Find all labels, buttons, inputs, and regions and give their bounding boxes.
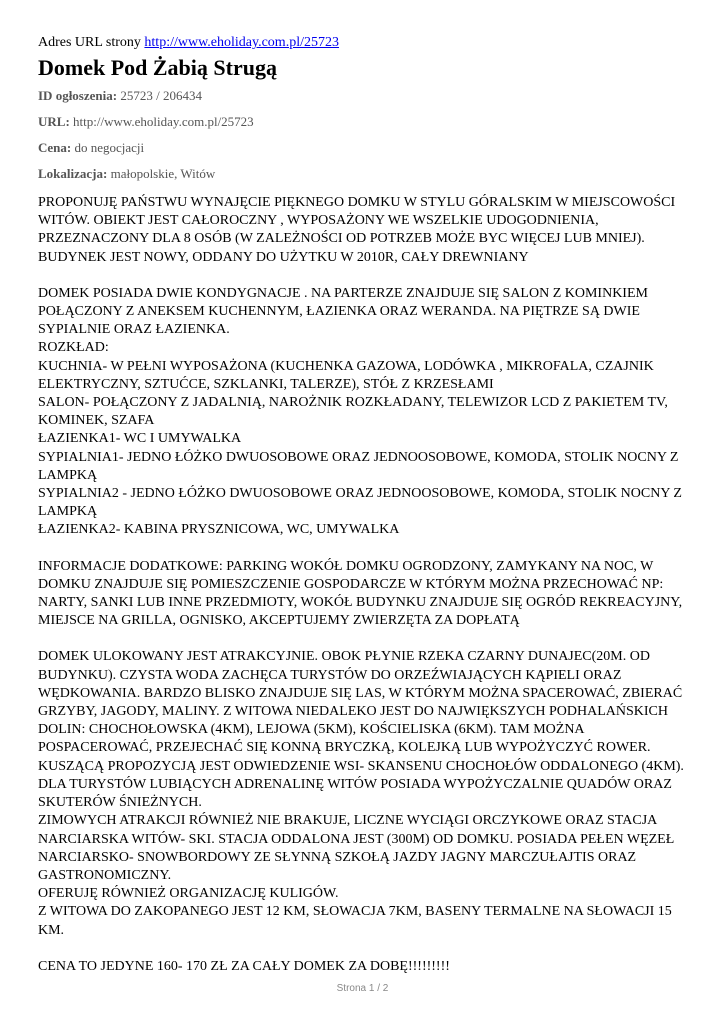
description-paragraph: INFORMACJE DODATKOWE: PARKING WOKÓŁ DOMKU OGRODZONY, ZAMYKANY NA NOC, W DOMKU ZNAJDUJE SIĘ POMIESZCZENIE GOSPODARCZE W KTÓRYM MOŻNA PRZECHOWAĆ NP: NARTY, SANKI LUB INNE PRZEDMIOTY, WOKÓŁ BUDYNKU ZNAJDUJE SIĘ OGRÓD REKREACYJNY, MIEJSCE NA GRILLA, OGNISKO, AKCEPTUJEMY ZWIERZĘTA ZA DOPŁATĄ: [38, 558, 683, 629]
meta-id-value: 25723 / 206434: [120, 88, 202, 103]
page-title: Domek Pod Żabią Strugą: [38, 55, 277, 80]
document-page: [38, 34, 698, 976]
meta-price-label: Cena:: [38, 140, 72, 155]
meta-url-value: http://www.eholiday.com.pl/25723: [73, 114, 254, 129]
source-url-link[interactable]: http://www.eholiday.com.pl/25723: [144, 35, 339, 50]
meta-id: [38, 88, 698, 104]
description-paragraph: Z WITOWA DO ZAKOPANEGO JEST 12 KM, SŁOWACJA 7KM, BASENY TERMALNE NA SŁOWACJI 15 KM.: [38, 904, 672, 938]
paragraph-gap: [38, 630, 698, 648]
meta-url-label: URL:: [38, 114, 70, 129]
description-paragraph: SALON- POŁĄCZONY Z JADALNIĄ, NAROŻNIK ROZKŁADANY, TELEWIZOR LCD Z PAKIETEM TV, KOMINEK, SZAFA: [38, 395, 668, 429]
description-paragraph: PROPONUJĘ PAŃSTWU WYNAJĘCIE PIĘKNEGO DOMKU W STYLU GÓRALSKIM W MIEJSCOWOŚCI WITÓW. OBIEKT JEST CAŁOROCZNY , WYPOSAŻONY WE WSZELKIE UDOGODNIENIA, PRZEZNACZONY DLA 8 OSÓB (W ZALEŻNOŚCI OD POTRZEB MOŻE BYC WIĘCEJ LUB MNIEJ).: [38, 195, 676, 247]
paragraph-gap: [38, 267, 698, 285]
paragraph-gap: [38, 540, 698, 558]
description-paragraph: SYPIALNIA1- JEDNO ŁÓŻKO DWUOSOBOWE ORAZ JEDNOOSOBOWE, KOMODA, STOLIK NOCNY Z LAMPKĄ: [38, 449, 679, 483]
meta-price-value: do negocjacji: [74, 140, 145, 155]
meta-id-label: ID ogłoszenia:: [38, 88, 118, 103]
paragraph-gap: [38, 940, 698, 958]
description-paragraph: BUDYNEK JEST NOWY, ODDANY DO UŻYTKU W 2010R, CAŁY DREWNIANY: [38, 249, 529, 265]
description-paragraph: ŁAZIENKA2- KABINA PRYSZNICOWA, WC, UMYWALKA: [38, 522, 400, 538]
description-paragraph: KUCHNIA- W PEŁNI WYPOSAŻONA (KUCHENKA GAZOWA, LODÓWKA , MIKROFALA, CZAJNIK ELEKTRYCZNY, SZTUĆCE, SZKLANKI, TALERZE), STÓŁ Z KRZESŁAMI: [38, 358, 654, 392]
description-paragraph: ZIMOWYCH ATRAKCJI RÓWNIEŻ NIE BRAKUJE, LICZNE WYCIĄGI ORCZYKOWE ORAZ STACJA NARCIARSKA WITÓW- SKI. STACJA ODDALONA JEST (300M) OD DOMKU. POSIADA PEŁEN WĘZEŁ NARCIARSKO- SNOWBORDOWY ZE SŁYNNĄ SZKOŁĄ JAZDY JAGNY MARCZUŁAJTIS ORAZ GASTRONOMICZNY.: [38, 813, 675, 883]
description-paragraph: OFERUJĘ RÓWNIEŻ ORGANIZACJĘ KULIGÓW.: [38, 886, 339, 902]
source-url-label: Adres URL strony: [38, 35, 141, 50]
description-paragraph: CENA TO JEDYNE 160- 170 ZŁ ZA CAŁY DOMEK ZA DOBĘ!!!!!!!!!: [38, 958, 450, 974]
description-paragraph: DOMEK POSIADA DWIE KONDYGNACJE . NA PARTERZE ZNAJDUJE SIĘ SALON Z KOMINKIEM POŁĄCZONY Z ANEKSEM KUCHENNYM, ŁAZIENKA ORAZ WERANDA. NA PIĘTRZE SĄ DWIE SYPIALNIE ORAZ ŁAZIENKA.: [38, 285, 648, 338]
meta-location-label: Lokalizacja:: [38, 166, 108, 181]
source-url-line: [38, 34, 698, 52]
description-paragraph: DOMEK ULOKOWANY JEST ATRAKCYJNIE. OBOK PŁYNIE RZEKA CZARNY DUNAJEC(20M. OD BUDYNKU). CZYSTA WODA ZACHĘCA TURYSTÓW DO ORZEŹWIAJĄCYCH KĄPIELI ORAZ WĘDKOWANIA. BARDZO BLISKO ZNAJDUJE SIĘ LAS, W KTÓRYM MOŻNA SPACEROWAĆ, ZBIERAĆ GRZYBY, JAGODY, MALINY. Z WITOWA NIEDALEKO JEST DO NAJWIĘKSZYCH PODHALAŃSKICH DOLIN: CHOCHOŁOWSKA (4KM), LEJOWA (5KM), KOŚCIELISKA (6KM). TAM MOŻNA POSPACEROWAĆ, PRZEJECHAĆ SIĘ KONNĄ BRYCZKĄ, KOLEJKĄ LUB WYPOŻYCZYĆ ROWER. KUSZĄCĄ PROPOZYCJĄ JEST ODWIEDZENIE WSI- SKANSENU CHOCHOŁÓW ODDALONEGO (4KM). DLA TURYSTÓW LUBIĄCYCH ADRENALINĘ WITÓW POSIADA WYPOŻYCZALNIE QUADÓW ORAZ SKUTERÓW ŚNIEŻNYCH.: [38, 649, 684, 811]
description-paragraph: SYPIALNIA2 - JEDNO ŁÓŻKO DWUOSOBOWE ORAZ JEDNOOSOBOWE, KOMODA, STOLIK NOCNY Z LAMPKĄ: [38, 486, 682, 520]
description-paragraph: ŁAZIENKA1- WC I UMYWALKA: [38, 431, 242, 447]
meta-url: [38, 114, 698, 130]
description-paragraph: ROZKŁAD:: [38, 340, 109, 356]
description: [38, 194, 698, 976]
meta-price: [38, 140, 698, 156]
meta-location: [38, 166, 698, 182]
page-number-footer: Strona 1 / 2: [336, 983, 389, 994]
meta-location-value: małopolskie, Witów: [110, 166, 216, 181]
